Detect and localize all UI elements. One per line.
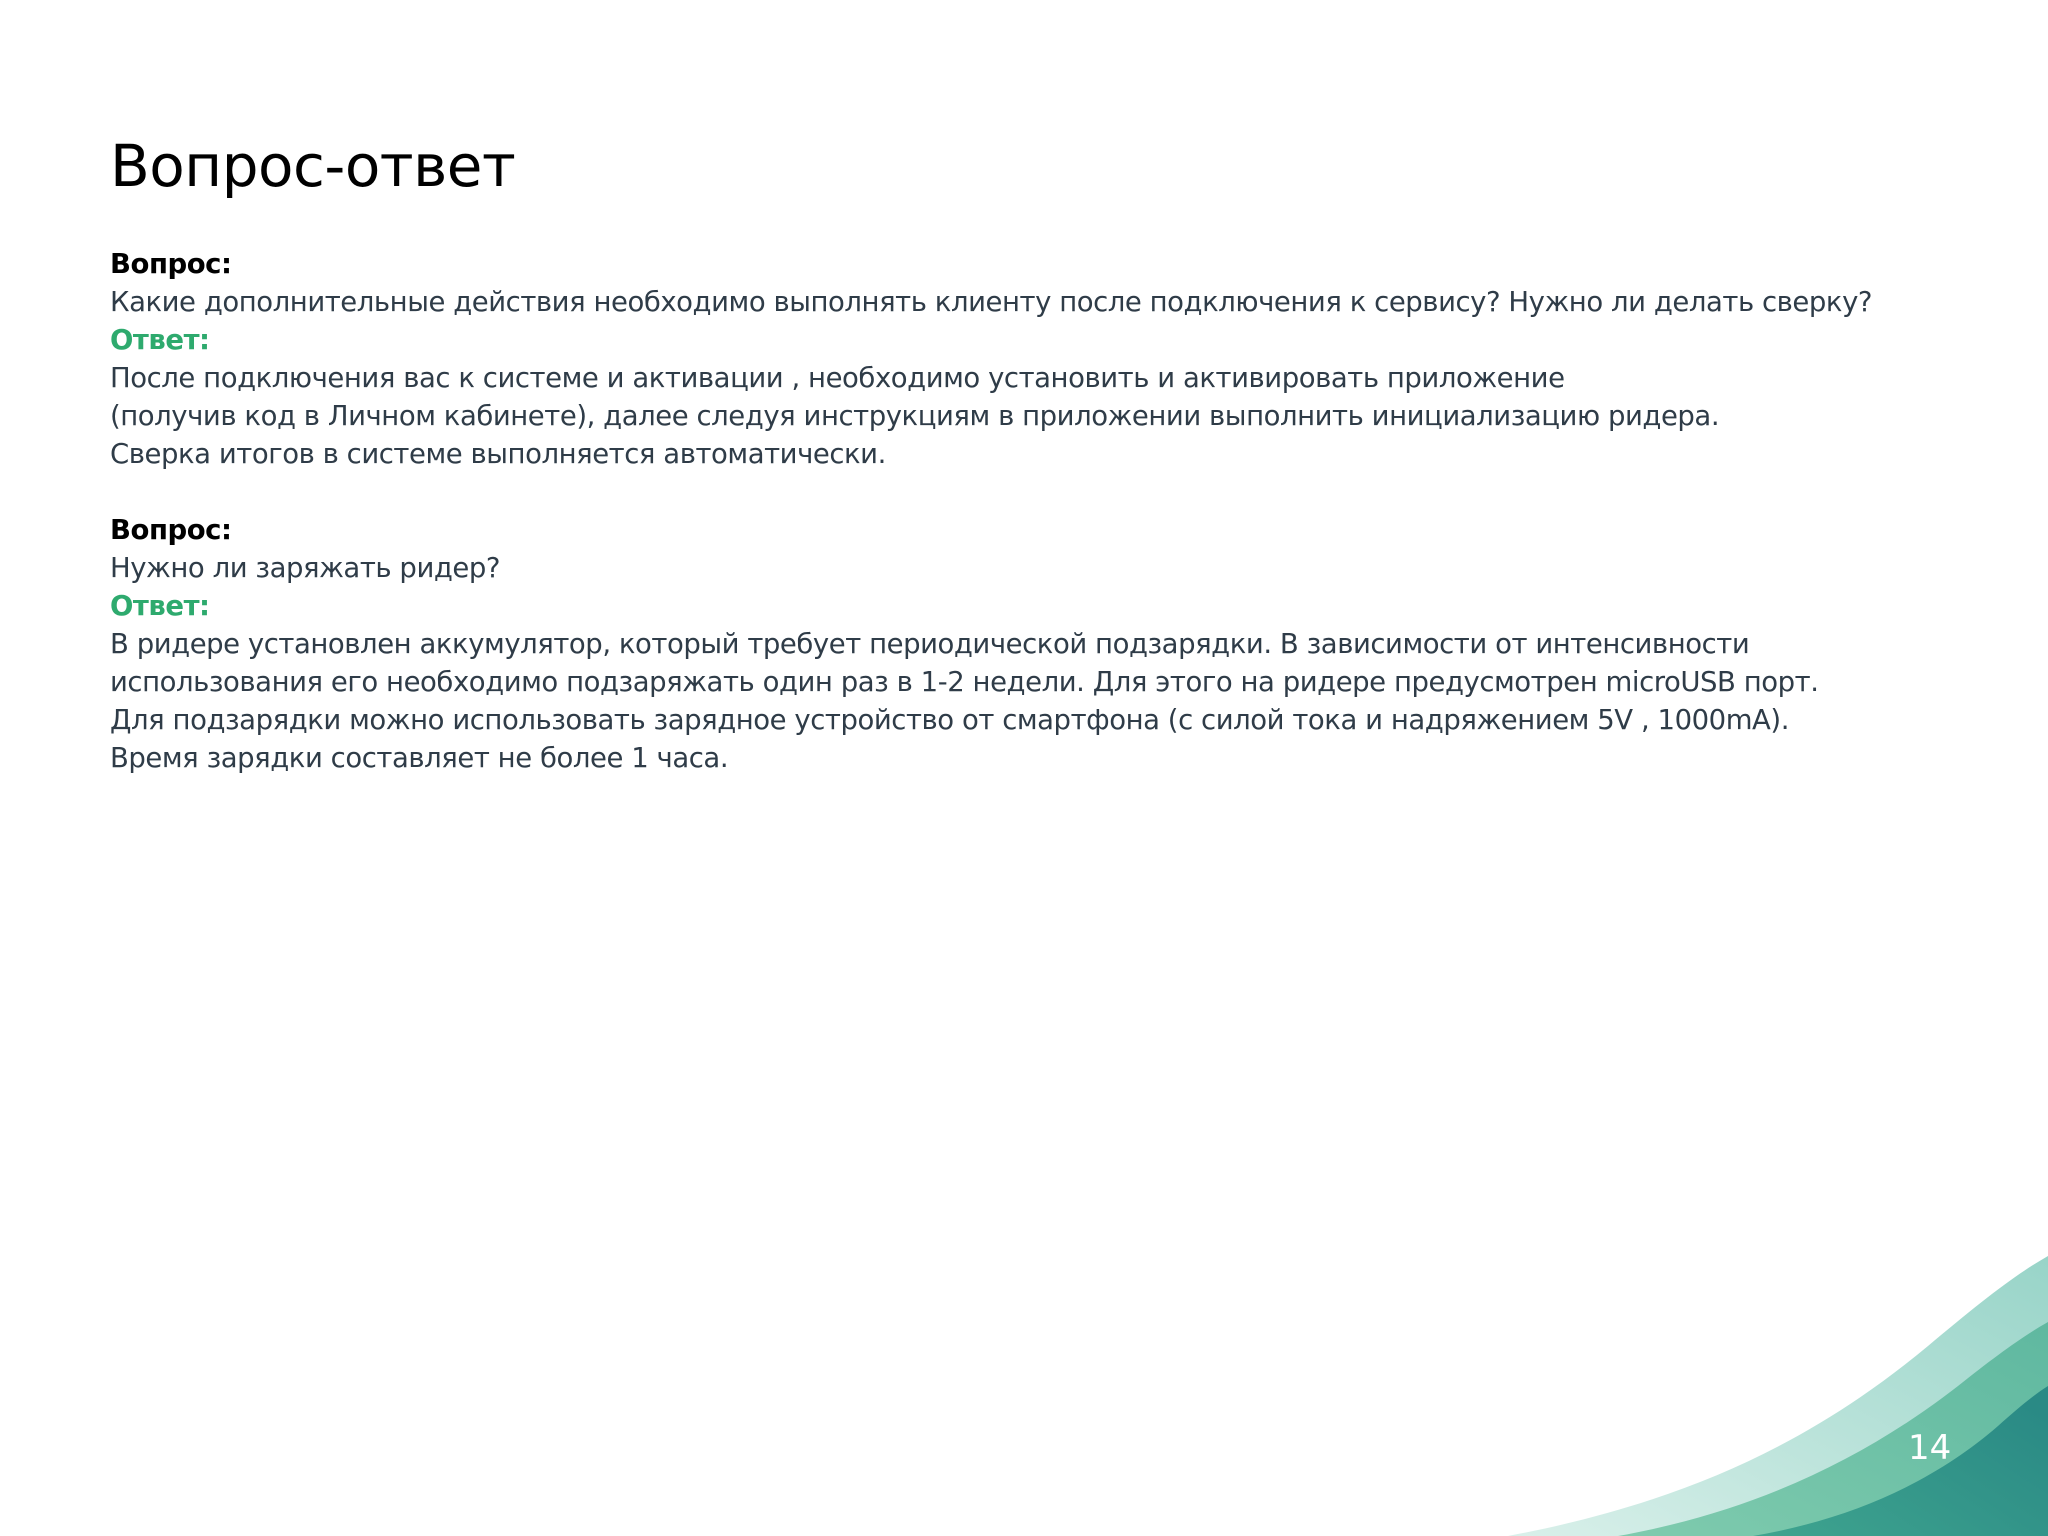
qa-block-1 xyxy=(110,245,1950,473)
question-label: Вопрос: xyxy=(110,248,232,280)
answer-text-line: Для подзарядки можно использовать зарядное устройство от смартфона (с силой тока и надряжением 5V , 1000mA). xyxy=(110,704,1789,736)
question-text: Нужно ли заряжать ридер? xyxy=(110,552,501,584)
qa-block-2 xyxy=(110,511,1950,777)
answer-text-line: В ридере установлен аккумулятор, который требует периодической подзарядки. В зависимости от интенсивности xyxy=(110,628,1750,660)
answer-text-line: Время зарядки составляет не более 1 часа. xyxy=(110,742,729,774)
question-label: Вопрос: xyxy=(110,514,232,546)
answer-text-line: Сверка итогов в системе выполняется автоматически. xyxy=(110,438,886,470)
question-text: Какие дополнительные действия необходимо выполнять клиенту после подключения к сервису? Нужно ли делать сверку? xyxy=(110,286,1873,318)
answer-text-line: После подключения вас к системе и активации , необходимо установить и активировать приложение xyxy=(110,362,1565,394)
answer-text-line: (получив код в Личном кабинете), далее следуя инструкциям в приложении выполнить инициализацию ридера. xyxy=(110,400,1720,432)
qa-content xyxy=(110,245,1950,815)
page-number: 14 xyxy=(1908,1428,1952,1468)
slide-title: Вопрос-ответ xyxy=(110,132,516,200)
answer-text-line: использования его необходимо подзаряжать один раз в 1-2 недели. Для этого на ридере предусмотрен microUSB порт. xyxy=(110,666,1819,698)
answer-label: Ответ: xyxy=(110,324,210,356)
decorative-wave xyxy=(1508,1236,2048,1536)
answer-label: Ответ: xyxy=(110,590,210,622)
